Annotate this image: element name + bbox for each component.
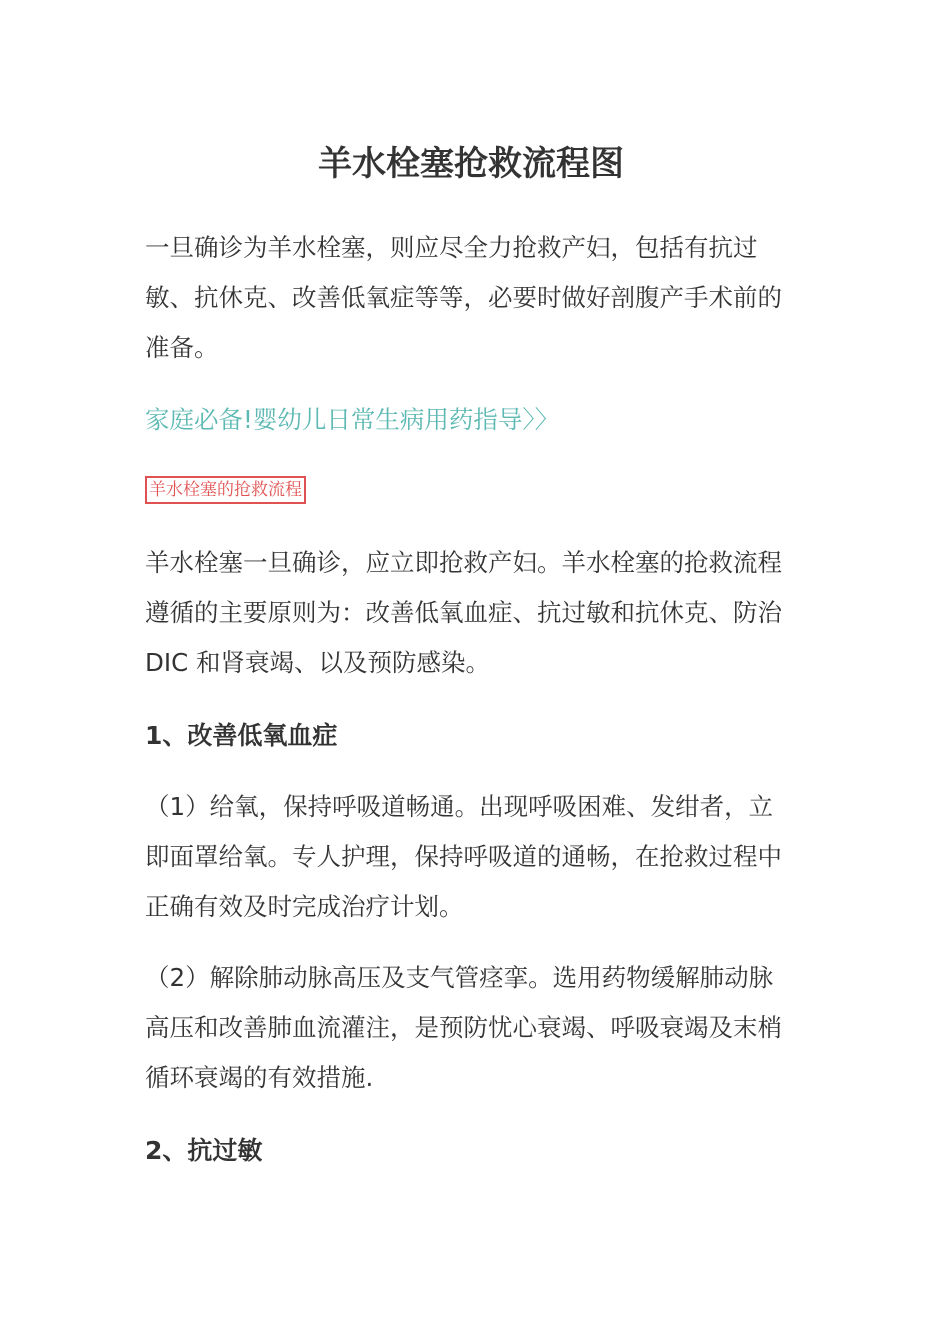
section1-item-2: （2）解除肺动脉高压及支气管痉挛。选用药物缓解肺动脉高压和改善肺血流灌注，是预防忧心衰竭、呼吸衰竭及末梢循环衰竭的有效措施.	[145, 963, 782, 1092]
section1-heading: 1、改善低氧血症	[145, 721, 338, 750]
intro-paragraph: 一旦确诊为羊水栓塞，则应尽全力抢救产妇，包括有抗过敏、抗休克、改善低氧症等等，必要时做好剖腹产手术前的准备。	[145, 233, 782, 362]
article-title: 羊水栓塞抢救流程图	[318, 144, 624, 184]
section1-item-1: （1）给氧，保持呼吸道畅通。出现呼吸困难、发绀者，立即面罩给氧。专人护理，保持呼吸道的通畅，在抢救过程中正确有效及时完成治疗计划。	[145, 792, 782, 921]
medication-guide-link[interactable]: 家庭必备!婴幼儿日常生病用药指导〉〉	[145, 405, 560, 434]
section-tag: 羊水栓塞的抢救流程	[145, 476, 306, 504]
section2-heading: 2、抗过敏	[145, 1136, 263, 1165]
summary-paragraph: 羊水栓塞一旦确诊，应立即抢救产妇。羊水栓塞的抢救流程遵循的主要原则为：改善低氧血症、抗过敏和抗休克、防治 DIC 和肾衰竭、以及预防感染。	[145, 548, 782, 677]
